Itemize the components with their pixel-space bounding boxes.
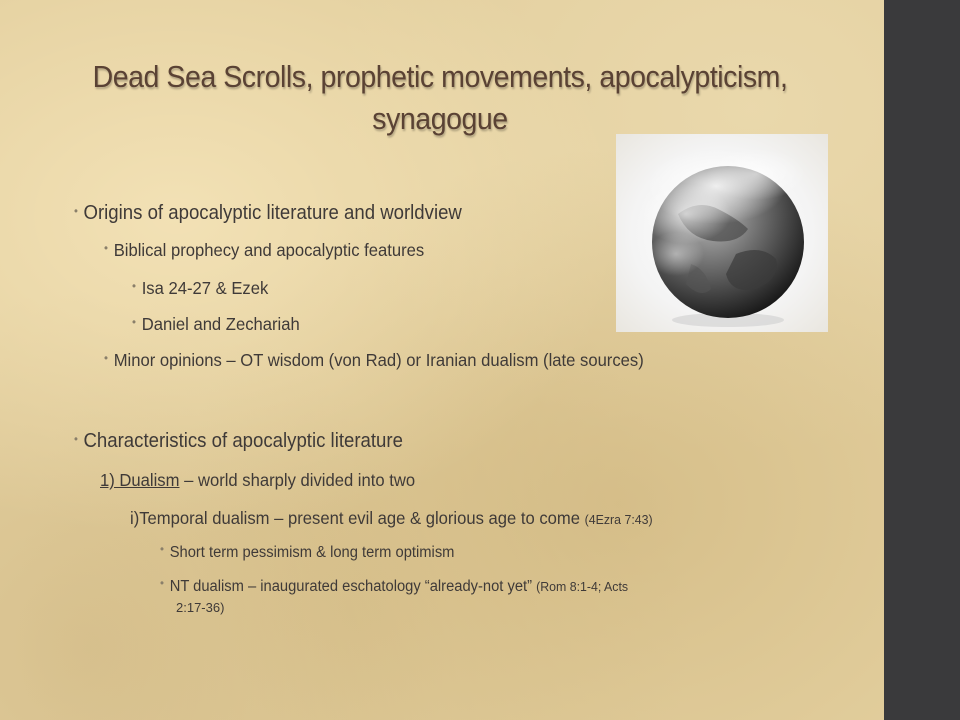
characteristics-heading: Characteristics of apocalyptic literature [83,430,403,452]
nt-ref-part2: 2:17-36) [176,600,225,615]
bullet-dot: • [160,576,164,590]
bullet-isa-ezek [132,278,268,299]
temporal-ref: (4Ezra 7:43) [584,512,653,527]
bullet-dot: • [132,315,136,329]
bullet-dot: • [104,351,108,365]
isa-ezek-text: Isa 24-27 & Ezek [141,278,269,298]
dualism-line [100,470,415,491]
bullet-dot: • [160,542,164,556]
slide-title [54,56,827,140]
bullet-biblical-prophecy [104,240,424,261]
bullet-dot: • [74,432,78,446]
title-line-2: synagogue [372,101,508,136]
temporal-dualism-text: i)Temporal dualism – present evil age & glorious age to come [130,508,585,528]
nt-ref-part1: (Rom 8:1-4; Acts [536,579,629,594]
dualism-label: 1) Dualism [100,470,180,490]
bullet-dot: • [74,204,78,218]
temporal-dualism-line [130,508,653,529]
bullet-minor-opinions [104,350,644,371]
dualism-text: – world sharply divided into two [179,470,416,490]
globe-image [616,134,828,332]
daniel-zechariah-text: Daniel and Zechariah [141,314,300,334]
bullet-dot: • [132,279,136,293]
globe-icon [616,134,828,332]
bullet-nt-dualism [160,578,628,596]
bullet-pessimism [160,544,454,562]
minor-opinions-text: Minor opinions – OT wisdom (von Rad) or Iranian dualism (late sources) [113,350,644,370]
biblical-prophecy-text: Biblical prophecy and apocalyptic features [113,240,425,260]
bullet-dot: • [104,241,108,255]
pessimism-text: Short term pessimism & long term optimism [169,544,455,561]
nt-ref-continuation [176,600,224,615]
bullet-daniel-zechariah [132,314,300,335]
title-line-1: Dead Sea Scrolls, prophetic movements, apocalypticism, [92,59,788,94]
bullet-origins [74,202,462,225]
nt-dualism-text: NT dualism – inaugurated eschatology “already-not yet” [169,578,537,595]
bullet-characteristics [74,430,403,453]
side-panel [884,0,960,720]
origins-heading: Origins of apocalyptic literature and worldview [83,202,462,224]
